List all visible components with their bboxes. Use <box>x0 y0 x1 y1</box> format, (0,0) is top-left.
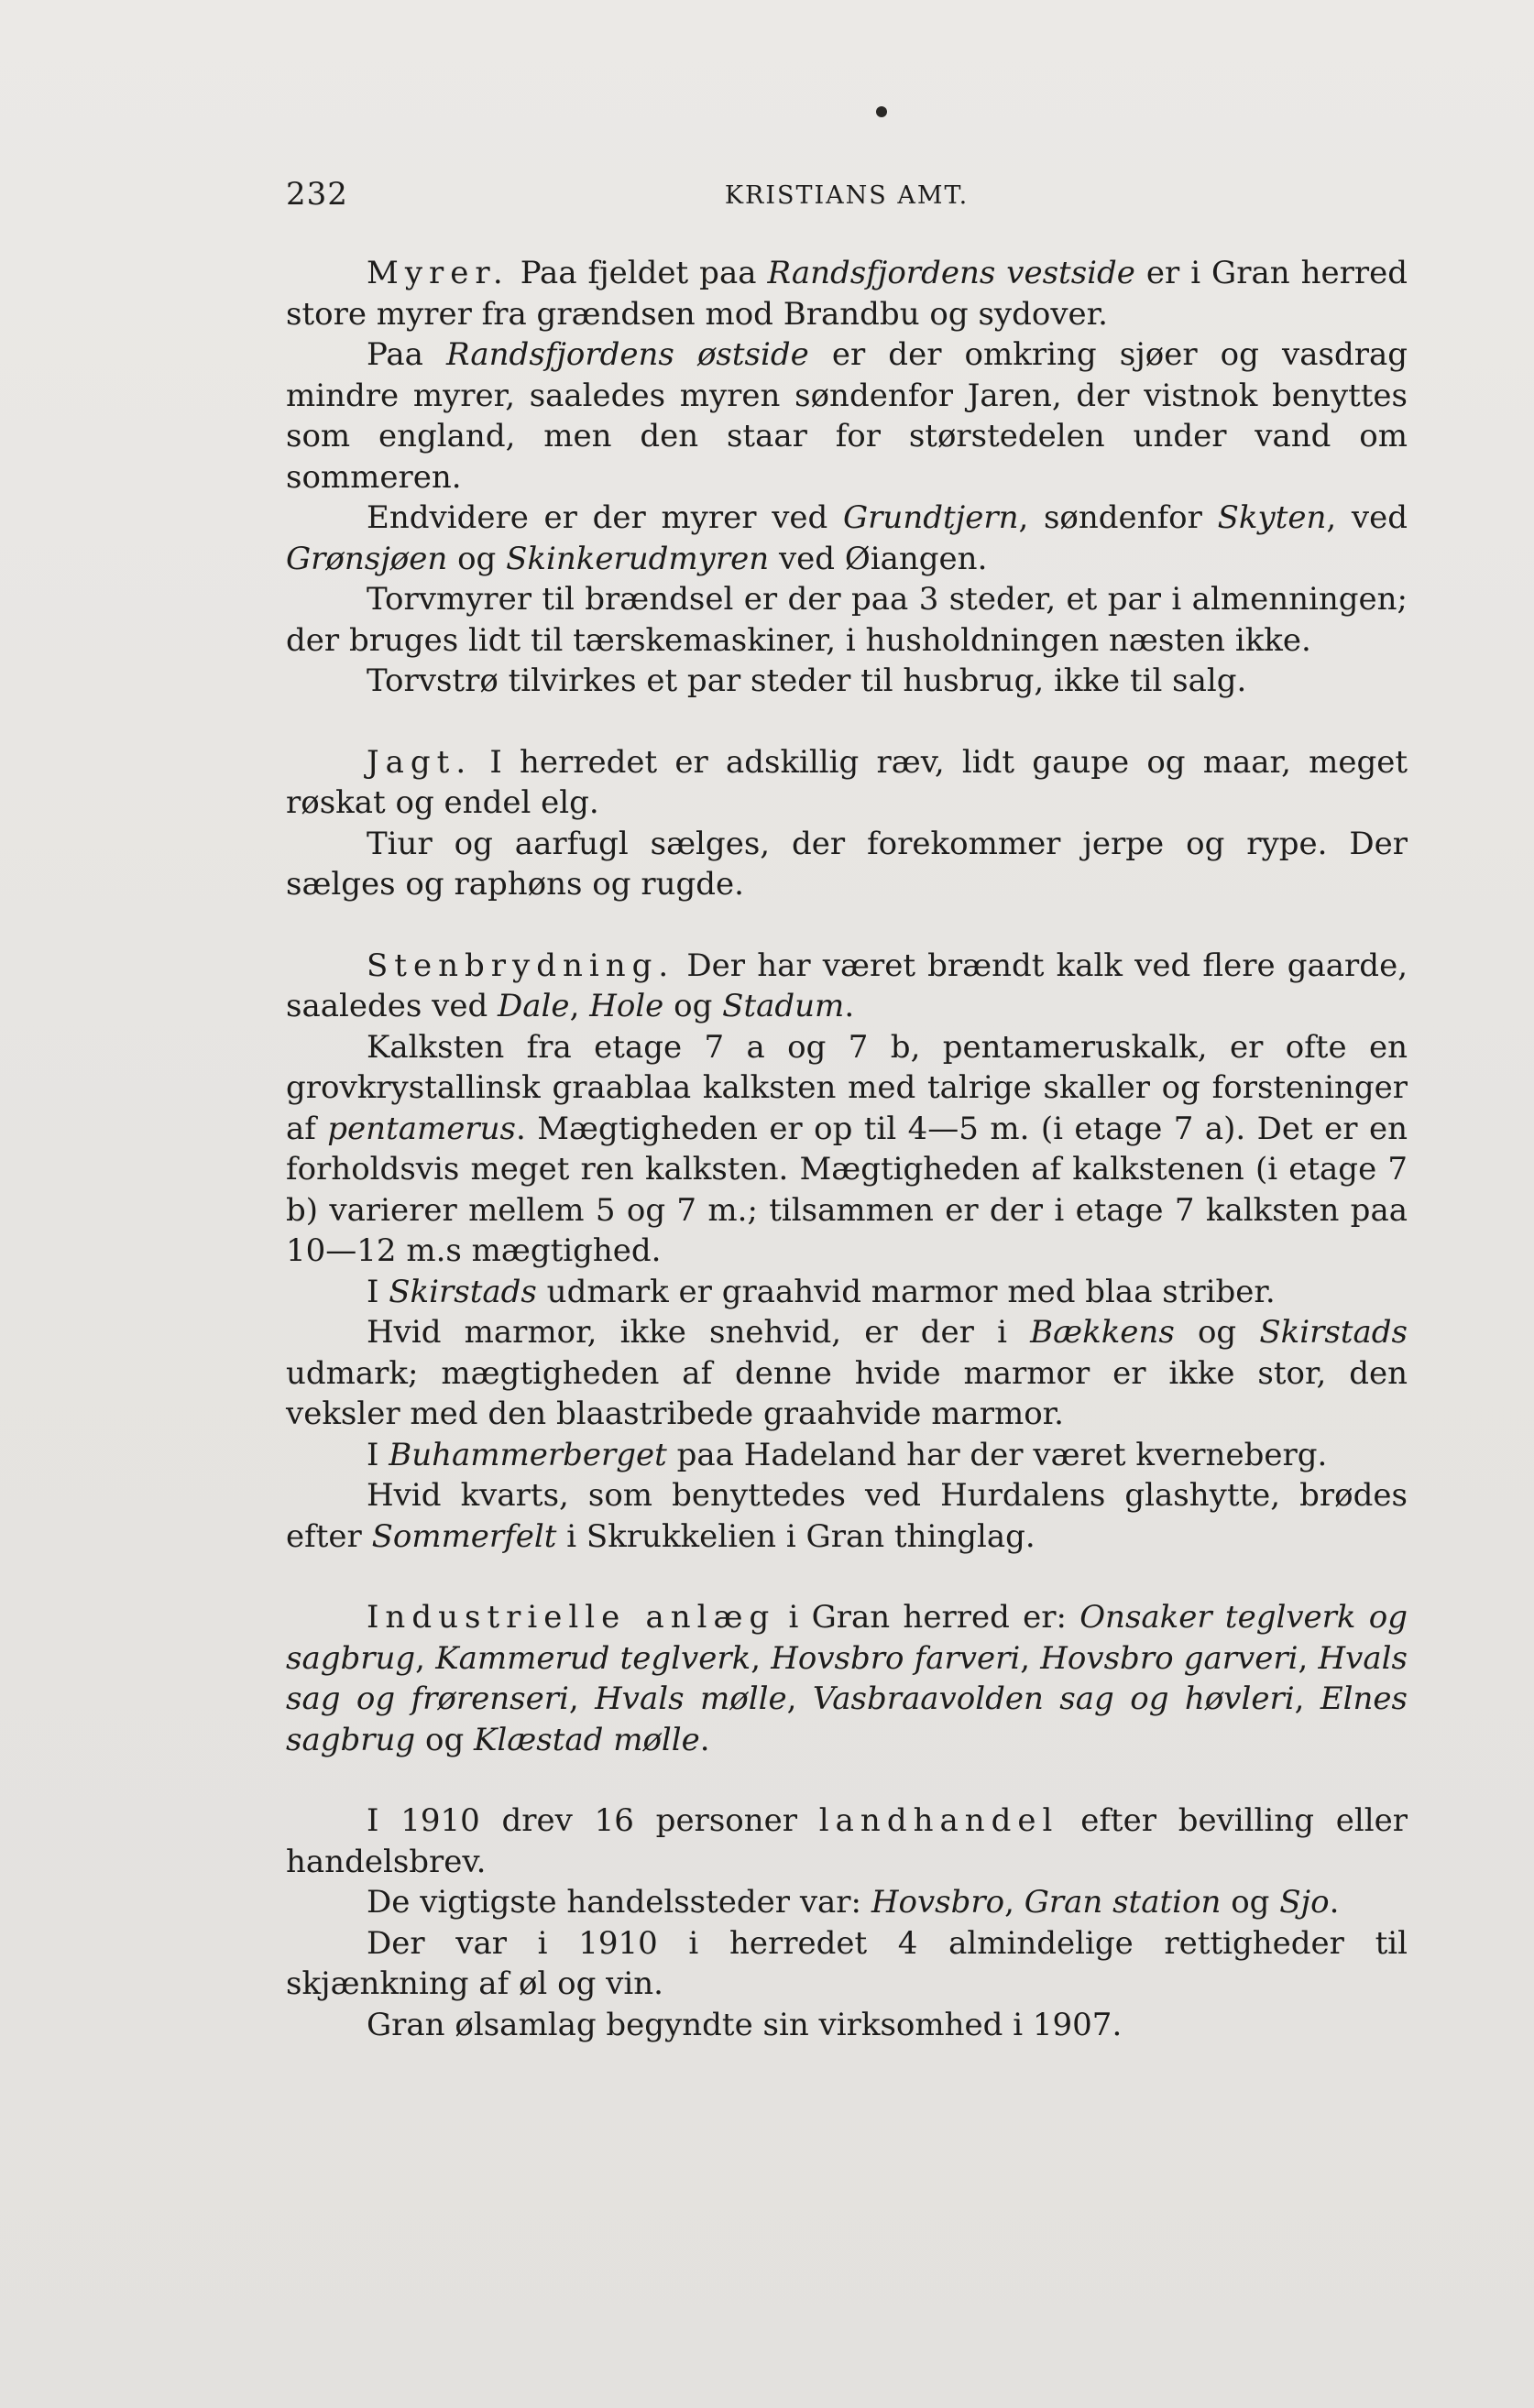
italic-run: Hovsbro farveri <box>771 1639 1021 1677</box>
italic-run: Grønsjøen <box>286 540 448 577</box>
section-heading-jagt: Jagt. <box>367 743 473 781</box>
text-run: er der omkring sjøer og vasdrag mindre myrer, saaledes myren søndenfor Jaren, der vistnok benyttes som england, men den staar for størstedelen under vand om sommeren. <box>286 336 1408 496</box>
text-run: , <box>1298 1639 1319 1677</box>
page-header <box>286 176 1408 216</box>
italic-run: Hole <box>589 988 664 1024</box>
text-run: I herredet er adskillig ræv, lidt gaupe og maar, meget røskat og endel elg. <box>286 743 1408 821</box>
text-run: og <box>1221 1884 1280 1921</box>
page-body <box>286 253 1408 2045</box>
text-run: og <box>1174 1314 1260 1351</box>
text-run: I 1910 drev 16 personer <box>367 1802 819 1839</box>
text-run: . Mægtigheden er op til 4—5 m. (i etage 7 a). Det er en forholdsvis meget ren kalksten. Mægtigheden af kalkstenen (i etage 7 b) varierer mellem 5 og 7 m.; tilsammen er der i etage 7 kalksten paa 10—12 m.s mægtighed. <box>286 1110 1408 1269</box>
paragraph-jagt-2 <box>286 824 1408 905</box>
text-run: Hvid marmor, ikke snehvid, er der i <box>367 1314 1031 1351</box>
italic-run: Hovsbro <box>871 1884 1005 1921</box>
text-run: De vigtigste handelssteder var: <box>367 1884 871 1921</box>
paragraph-handel-2 <box>286 1882 1408 1923</box>
text-run: . <box>844 988 855 1024</box>
paragraph-myrer-4 <box>286 579 1408 661</box>
italic-run: Elnes sagbrug <box>286 1680 1408 1758</box>
spaced-term: landhandel <box>818 1802 1059 1839</box>
italic-run: Hvals sag og frørenseri <box>286 1639 1408 1717</box>
text-run: udmark er graahvid marmor med blaa striber. <box>536 1273 1276 1310</box>
section-heading-industri: Industrielle anlæg <box>367 1599 776 1636</box>
text-run: Gran ølsamlag begyndte sin virksomhed i 1907. <box>367 2006 1123 2043</box>
paragraph-myrer-2 <box>286 334 1408 498</box>
text-run: , <box>786 1680 813 1717</box>
text-run: og <box>663 988 723 1024</box>
paragraph-handel-1 <box>286 1801 1408 1882</box>
text-run: Der har været brændt kalk ved flere gaarde, saaledes ved <box>286 947 1408 1024</box>
italic-run: Onsaker teglverk og sagbrug <box>286 1599 1408 1677</box>
text-run: paa Hadeland har der været kverneberg. <box>666 1436 1328 1473</box>
text-run: , <box>1020 1639 1041 1677</box>
section-gap <box>286 1760 1408 1801</box>
italic-run: Kammerud teglverk <box>435 1639 751 1677</box>
italic-run: Skinkerudmyren <box>506 540 770 577</box>
text-run: Kalksten fra etage 7 a og 7 b, pentameruskalk, er ofte en grovkrystallinsk graablaa kalksten med talrige skaller og forsteninger af <box>286 1028 1408 1147</box>
text-run: , søndenfor <box>1018 499 1218 536</box>
text-run: Torvstrø tilvirkes et par steder til husbrug, ikke til salg. <box>367 662 1247 699</box>
italic-run: Dale <box>498 988 570 1024</box>
text-run: Tiur og aarfugl sælges, der forekommer jerpe og rype. Der sælges og raphøns og rugde. <box>286 825 1408 903</box>
italic-run: Gran station <box>1024 1884 1222 1921</box>
italic-run: Stadum <box>722 988 845 1024</box>
italic-run: Vasbraavolden sag og høvleri <box>812 1680 1295 1717</box>
italic-run: Randsfjordens vestside <box>767 255 1135 291</box>
italic-run: Skirstads <box>389 1273 537 1310</box>
italic-run: Grundtjern <box>843 499 1019 536</box>
text-run: udmark; mægtigheden af denne hvide marmor er ikke stor, den veksler med den blaastribede graahvide marmor. <box>286 1354 1408 1432</box>
section-gap <box>286 1557 1408 1597</box>
section-heading-stenbrydning: Stenbrydning. <box>367 947 675 984</box>
section-gap <box>286 905 1408 946</box>
text-run: og <box>415 1721 475 1758</box>
paragraph-stenbrydning-5 <box>286 1435 1408 1476</box>
italic-run: Buhammerberget <box>389 1436 667 1473</box>
paragraph-handel-4 <box>286 2005 1408 2046</box>
text-run: Torvmyrer til brændsel er der paa 3 steder, et par i almenningen; der bruges lidt til tærskemaskiner, i husholdningen næsten ikke. <box>286 581 1408 659</box>
text-run: . <box>699 1721 710 1758</box>
italic-run: Skirstads <box>1259 1314 1408 1351</box>
paragraph-handel-3 <box>286 1923 1408 2005</box>
italic-run: Bækkens <box>1030 1314 1175 1351</box>
paragraph-stenbrydning-1 <box>286 946 1408 1027</box>
italic-run: Hvals mølle <box>595 1680 787 1717</box>
paragraph-stenbrydning-3 <box>286 1272 1408 1313</box>
text-run: , <box>569 988 590 1024</box>
paragraph-industri-1 <box>286 1597 1408 1760</box>
text-run: og <box>447 540 507 577</box>
italic-run: Klæstad mølle <box>474 1721 700 1758</box>
paragraph-myrer-5 <box>286 661 1408 702</box>
paragraph-stenbrydning-6 <box>286 1475 1408 1557</box>
italic-run: Sjo <box>1279 1884 1330 1921</box>
paragraph-myrer-3 <box>286 498 1408 579</box>
text-run: Der var i 1910 i herredet 4 almindelige rettigheder til skjænkning af øl og vin. <box>286 1924 1408 2002</box>
text-run: Hvid kvarts, som benyttedes ved Hurdalens glashytte, brødes efter <box>286 1477 1408 1555</box>
text-run: . <box>1329 1884 1340 1921</box>
text-run: I <box>367 1436 389 1473</box>
text-run: er i Gran herred store myrer fra grændsen mod Brandbu og sydover. <box>286 255 1408 333</box>
text-run: I <box>367 1273 389 1310</box>
text-run: Paa <box>367 336 446 373</box>
italic-run: Hovsbro garveri <box>1040 1639 1298 1677</box>
text-run: i Gran herred er: <box>775 1599 1080 1636</box>
paragraph-stenbrydning-4 <box>286 1312 1408 1435</box>
text-run: , <box>1004 1884 1024 1921</box>
italic-run: Sommerfelt <box>371 1517 557 1555</box>
text-run: , ved <box>1326 499 1408 536</box>
text-run: , <box>415 1639 436 1677</box>
text-run: i Skrukkelien i Gran thinglag. <box>556 1517 1035 1555</box>
paragraph-stenbrydning-2 <box>286 1027 1408 1272</box>
running-head: KRISTIANS AMT. <box>724 181 970 210</box>
text-run: , <box>568 1680 596 1717</box>
text-run: Endvidere er der myrer ved <box>367 499 844 536</box>
page-number: 232 <box>286 176 348 213</box>
paragraph-jagt-1 <box>286 742 1408 824</box>
ink-dot <box>876 106 887 117</box>
italic-run: Randsfjordens østside <box>446 336 809 373</box>
text-run: , <box>1294 1680 1320 1717</box>
section-heading-myrer: Myrer. <box>367 255 510 291</box>
text-run: Paa fjeldet paa <box>509 255 768 291</box>
italic-run: Skyten <box>1217 499 1327 536</box>
text-run: , <box>751 1639 772 1677</box>
italic-run: pentamerus <box>327 1110 516 1147</box>
text-run: ved Øiangen. <box>769 540 988 577</box>
section-gap <box>286 702 1408 742</box>
text-run: efter bevilling eller handelsbrev. <box>286 1802 1408 1880</box>
paragraph-myrer-1 <box>286 253 1408 334</box>
